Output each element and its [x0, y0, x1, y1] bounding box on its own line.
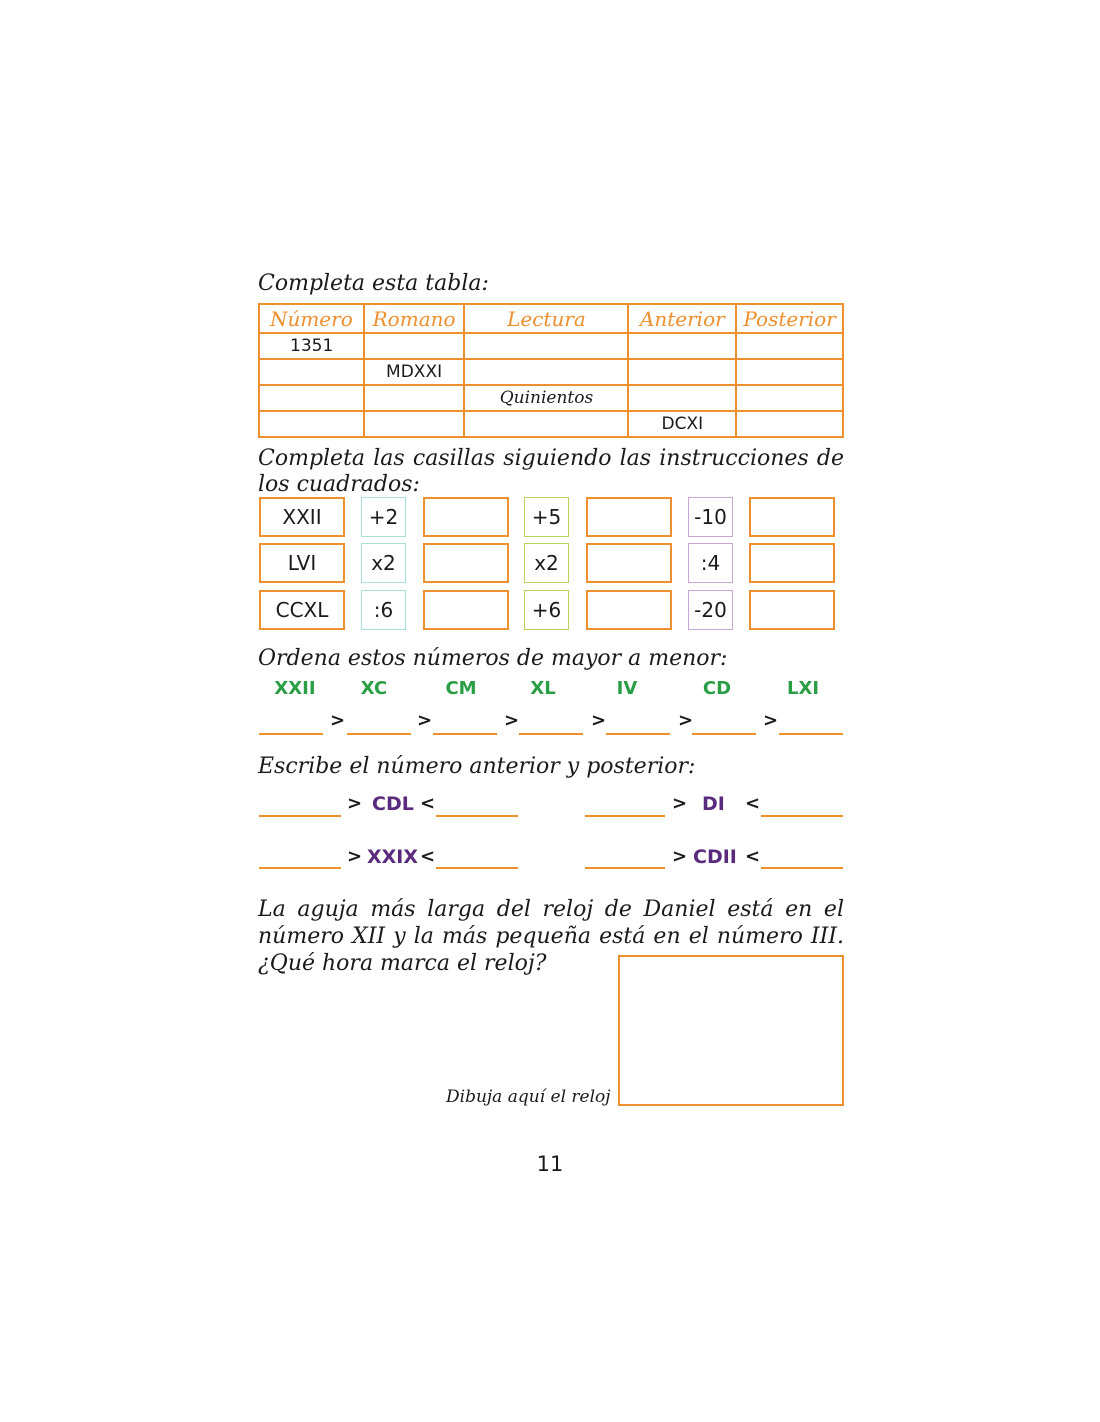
table-cell[interactable]: [628, 385, 736, 411]
table-cell[interactable]: [628, 359, 736, 385]
answer-box[interactable]: [749, 543, 835, 583]
roman-number: XXII: [274, 678, 316, 699]
table-cell[interactable]: [628, 333, 736, 359]
operation-box: :6: [361, 590, 406, 630]
roman-number: CDL: [372, 793, 414, 815]
operation-box: +2: [361, 497, 406, 537]
page-number: 11: [536, 1152, 564, 1176]
answer-box[interactable]: [423, 497, 509, 537]
answer-line[interactable]: [259, 867, 341, 869]
table-cell[interactable]: [464, 333, 628, 359]
table-row: [259, 359, 843, 385]
table-cell[interactable]: 1351: [259, 333, 364, 359]
answer-line[interactable]: [519, 733, 583, 735]
operation-box: x2: [524, 543, 569, 583]
roman-number: XC: [360, 678, 388, 699]
header-numero: Número: [259, 304, 364, 333]
answer-line[interactable]: [585, 867, 665, 869]
header-posterior: Posterior: [736, 304, 843, 333]
operation-box: x2: [361, 543, 406, 583]
order-instruction: Ordena estos números de mayor a menor:: [258, 646, 728, 671]
clock-problem-question: ¿Qué hora marca el reloj?: [258, 951, 547, 976]
table-cell[interactable]: [736, 385, 843, 411]
answer-line[interactable]: [433, 733, 497, 735]
greater-than-sign: >: [347, 846, 363, 867]
table-cell[interactable]: [259, 385, 364, 411]
answer-line[interactable]: [692, 733, 756, 735]
answer-box[interactable]: [586, 543, 672, 583]
roman-number: LXI: [786, 678, 820, 699]
clock-problem-line1: La aguja más larga del reloj de Daniel está en el: [258, 897, 844, 922]
table-cell[interactable]: MDXXI: [364, 359, 465, 385]
less-than-sign: <: [745, 846, 761, 867]
roman-number: IV: [616, 678, 638, 699]
answer-line[interactable]: [585, 815, 665, 817]
answer-line[interactable]: [436, 867, 518, 869]
clock-problem-line2: número XII y la más pequeña está en el número III.: [258, 924, 844, 949]
table-header-row: [259, 304, 843, 333]
table-cell[interactable]: [464, 359, 628, 385]
roman-number: XL: [530, 678, 556, 699]
table-cell[interactable]: [259, 411, 364, 437]
table-cell[interactable]: DCXI: [628, 411, 736, 437]
answer-box[interactable]: [586, 590, 672, 630]
answer-box[interactable]: [749, 590, 835, 630]
less-than-sign: <: [420, 846, 436, 867]
answer-line[interactable]: [259, 815, 341, 817]
answer-line[interactable]: [606, 733, 670, 735]
table-row: [259, 333, 843, 359]
table-row: [259, 385, 843, 411]
table-cell[interactable]: [364, 411, 465, 437]
prev-next-instruction: Escribe el número anterior y posterior:: [258, 754, 696, 779]
table-row: [259, 411, 843, 437]
answer-box[interactable]: [423, 543, 509, 583]
answer-line[interactable]: [347, 733, 411, 735]
answer-line[interactable]: [761, 867, 843, 869]
header-lectura: Lectura: [464, 304, 628, 333]
roman-number: CM: [445, 678, 477, 699]
table-cell[interactable]: [736, 359, 843, 385]
operations-instruction-line2: los cuadrados:: [258, 472, 420, 497]
greater-than-sign: >: [763, 710, 779, 731]
start-number-box: XXII: [259, 497, 345, 537]
operation-box: -20: [688, 590, 733, 630]
header-anterior: Anterior: [628, 304, 736, 333]
operation-box: +5: [524, 497, 569, 537]
start-number-box: LVI: [259, 543, 345, 583]
roman-number: CD: [702, 678, 732, 699]
operation-box: +6: [524, 590, 569, 630]
table-cell[interactable]: [364, 385, 465, 411]
operations-instruction-line1: Completa las casillas siguiendo las instrucciones de: [258, 446, 844, 471]
greater-than-sign: >: [672, 846, 688, 867]
greater-than-sign: >: [591, 710, 607, 731]
table-instruction: Completa esta tabla:: [258, 271, 489, 296]
table-cell[interactable]: [736, 333, 843, 359]
answer-line[interactable]: [259, 733, 323, 735]
draw-clock-label: Dibuja aquí el reloj: [446, 1087, 611, 1107]
table-cell[interactable]: [736, 411, 843, 437]
less-than-sign: <: [745, 793, 761, 814]
roman-number: XXIX: [367, 846, 419, 868]
greater-than-sign: >: [672, 793, 688, 814]
header-romano: Romano: [364, 304, 465, 333]
roman-number: CDII: [693, 846, 737, 868]
table-cell[interactable]: [464, 411, 628, 437]
roman-number: DI: [702, 793, 725, 815]
answer-box[interactable]: [749, 497, 835, 537]
operation-box: :4: [688, 543, 733, 583]
greater-than-sign: >: [330, 710, 346, 731]
table-cell[interactable]: Quinientos: [464, 385, 628, 411]
numbers-table: [258, 303, 844, 438]
start-number-box: CCXL: [259, 590, 345, 630]
table-cell[interactable]: [259, 359, 364, 385]
greater-than-sign: >: [504, 710, 520, 731]
answer-box[interactable]: [586, 497, 672, 537]
clock-drawing-box[interactable]: [618, 955, 844, 1106]
answer-line[interactable]: [761, 815, 843, 817]
greater-than-sign: >: [347, 793, 363, 814]
operation-box: -10: [688, 497, 733, 537]
greater-than-sign: >: [417, 710, 433, 731]
answer-line[interactable]: [436, 815, 518, 817]
less-than-sign: <: [420, 793, 436, 814]
answer-line[interactable]: [779, 733, 843, 735]
greater-than-sign: >: [678, 710, 694, 731]
answer-box[interactable]: [423, 590, 509, 630]
table-cell[interactable]: [364, 333, 465, 359]
